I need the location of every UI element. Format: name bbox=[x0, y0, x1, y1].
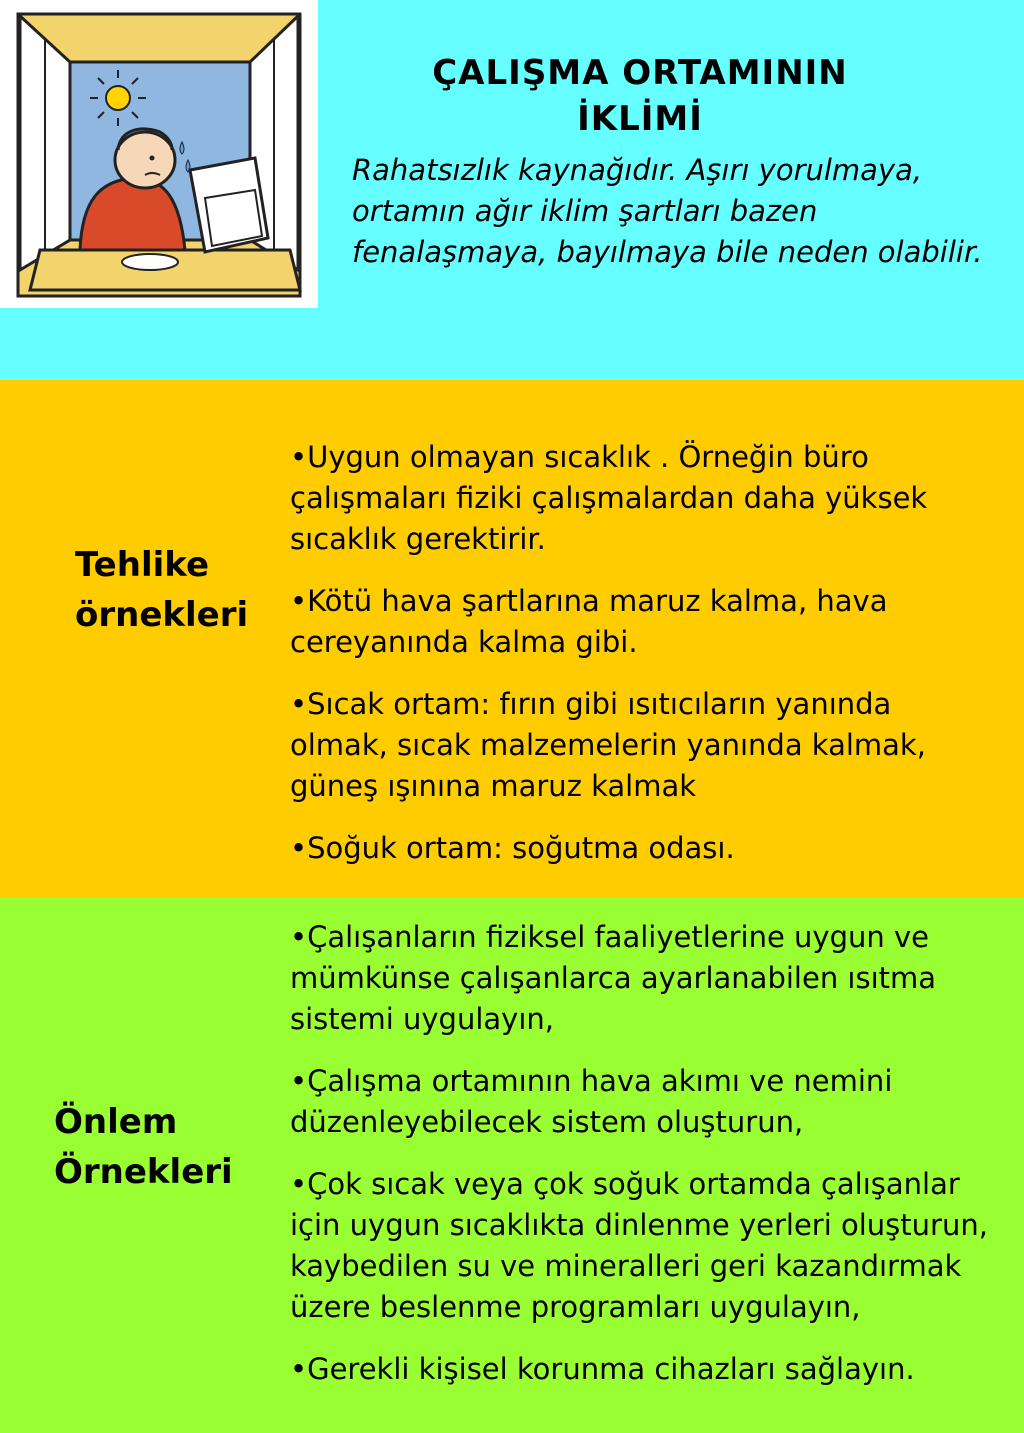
list-item: •Çalışanların fiziksel faaliyetlerine uygun ve mümkünse çalışanlarca ayarlanabilen ısıtma sistemi uygulayın, bbox=[290, 920, 937, 1036]
hazard-label-line-1: Tehlike bbox=[75, 545, 210, 585]
list-item: •Sıcak ortam: fırın gibi ısıtıcıların yanında olmak, sıcak malzemelerin yanında kalmak, güneş ışınına maruz kalmak bbox=[290, 687, 926, 803]
list-item: •Gerekli kişisel korunma cihazları sağlayın. bbox=[290, 1352, 915, 1386]
prevention-label-line-2: Örnekleri bbox=[54, 1152, 233, 1192]
title-line-2: İKLİMİ bbox=[577, 99, 703, 139]
page-title bbox=[330, 50, 950, 142]
prevention-label bbox=[54, 1097, 233, 1197]
list-item: •Uygun olmayan sıcaklık . Örneğin büro çalışmaları fiziki çalışmalardan daha yüksek sıcaklık gerektirir. bbox=[290, 440, 928, 556]
title-line-1: ÇALIŞMA ORTAMININ bbox=[432, 53, 848, 93]
list-item: •Kötü hava şartlarına maruz kalma, hava cereyanında kalma gibi. bbox=[290, 584, 888, 659]
list-item: •Çok sıcak veya çok soğuk ortamda çalışanlar için uygun sıcaklıkta dinlenme yerleri oluşturun, kaybedilen su ve mineralleri geri kazandırmak üzere beslenme programları uygulayın, bbox=[290, 1167, 988, 1324]
header-band bbox=[0, 0, 1024, 380]
intro-text: Rahatsızlık kaynağıdır. Aşırı yorulmaya, ortamın ağır iklim şartları bazen fenalaşmaya, bayılmaya bile neden olabilir. bbox=[352, 153, 983, 269]
hazard-label bbox=[75, 540, 248, 640]
sweating-worker-icon bbox=[0, 0, 318, 308]
list-item: •Soğuk ortam: soğutma odası. bbox=[290, 831, 735, 865]
hazard-label-line-2: örnekleri bbox=[75, 595, 249, 635]
prevention-list bbox=[290, 917, 1010, 1411]
prevention-label-line-1: Önlem bbox=[54, 1102, 178, 1142]
hazard-list bbox=[290, 437, 980, 890]
list-item: •Çalışma ortamının hava akımı ve nemini düzenleyebilecek sistem oluşturun, bbox=[290, 1064, 893, 1139]
hot-office-illustration bbox=[0, 0, 318, 308]
